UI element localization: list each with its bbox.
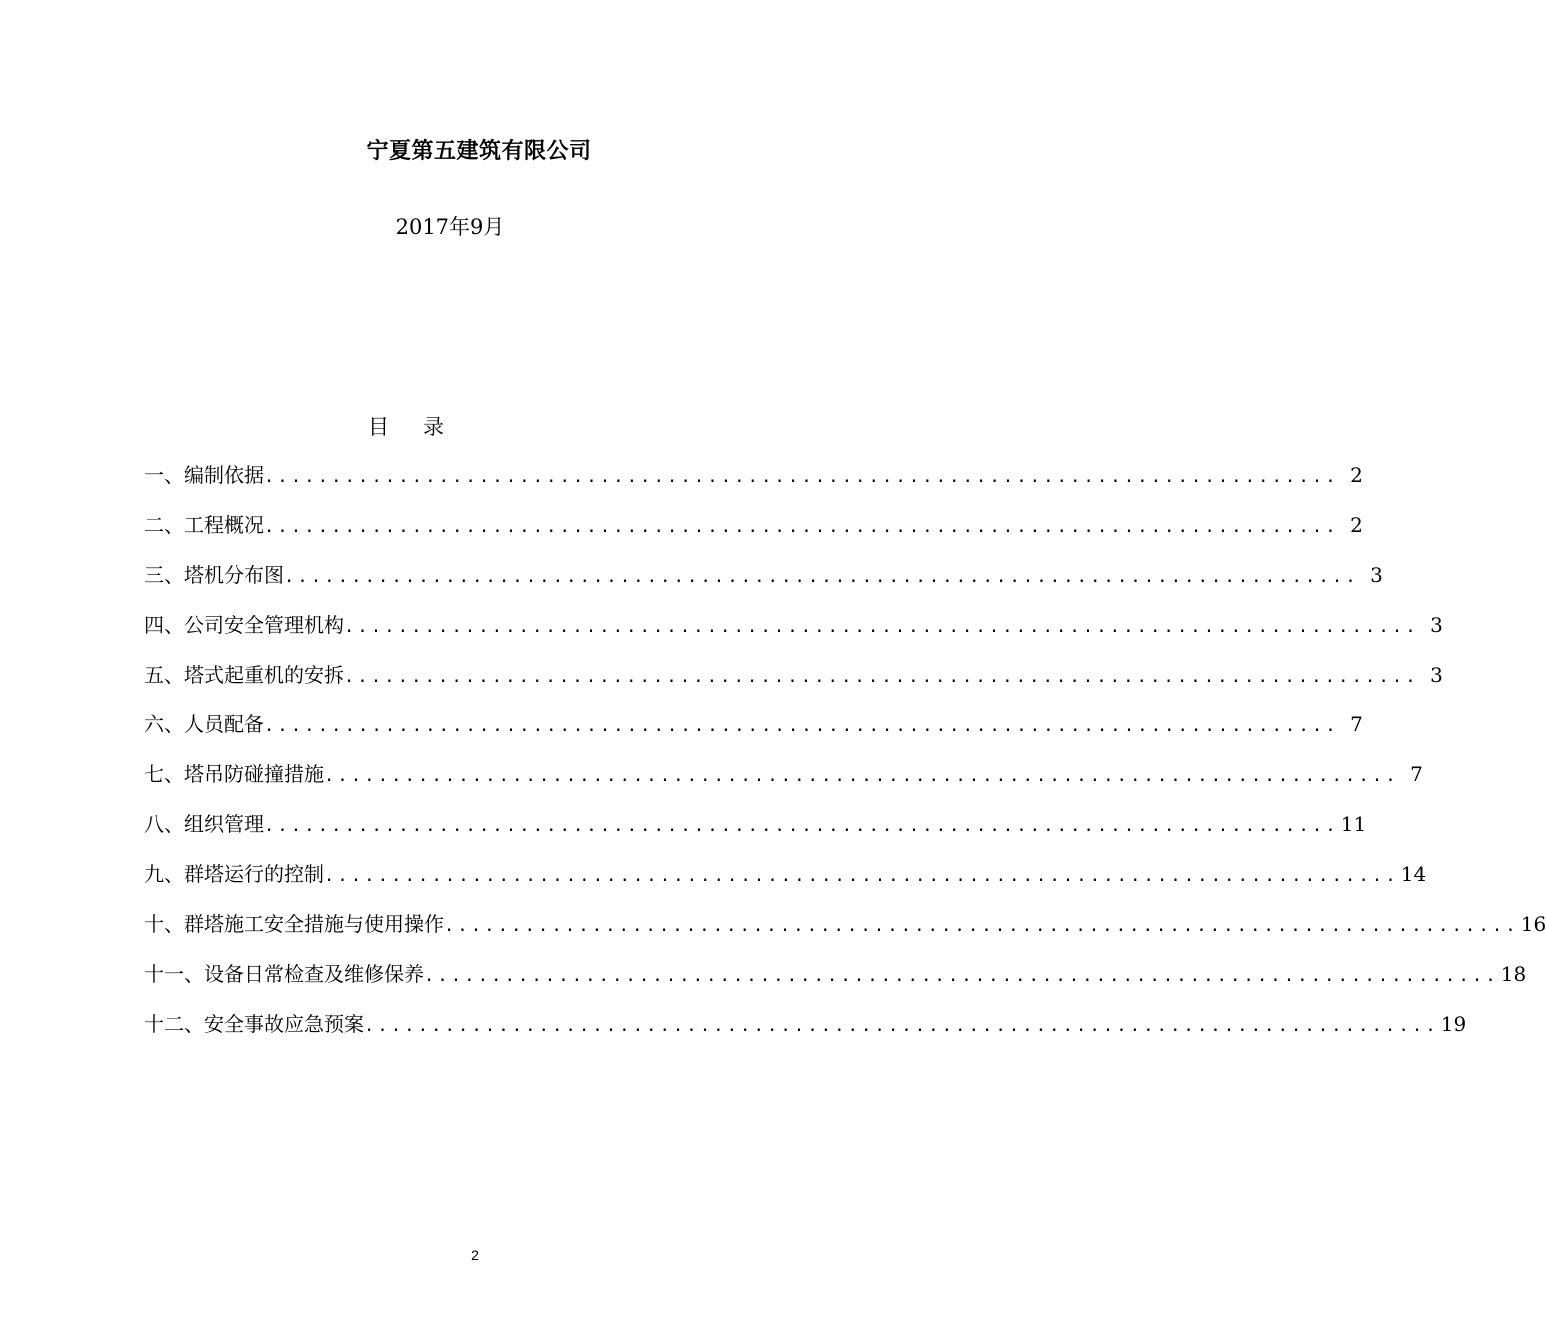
toc-title: 目录 — [368, 415, 478, 439]
toc-item-label: 十、群塔施工安全措施与使用操作 — [144, 912, 444, 937]
toc-leader-dots: ................................................................................ — [264, 516, 1339, 537]
toc-item-label: 二、工程概况 — [144, 512, 264, 537]
toc-item-label: 六、人员配备 — [144, 712, 264, 737]
toc-item[interactable] — [144, 660, 1443, 710]
toc-item-label: 七、塔吊防碰撞措施 — [144, 762, 324, 787]
toc-item-page: 7 — [1350, 712, 1363, 737]
document-date: 2017年9月 — [395, 215, 505, 239]
toc-item-page: 3 — [1430, 612, 1443, 637]
toc-item[interactable] — [144, 460, 1363, 510]
toc-item-label: 九、群塔运行的控制 — [144, 862, 324, 887]
toc-item[interactable] — [144, 909, 1546, 959]
toc-item[interactable] — [144, 959, 1527, 1009]
toc-item[interactable] — [144, 759, 1423, 809]
toc-leader-dots: ................................................................................ — [324, 866, 1399, 887]
toc-item-page: 3 — [1370, 562, 1383, 587]
toc-item-label: 四、公司安全管理机构 — [144, 612, 344, 637]
toc-leader-dots: ................................................................................ — [284, 566, 1359, 587]
toc-item[interactable] — [144, 809, 1367, 859]
table-of-contents — [144, 460, 1546, 1059]
toc-item[interactable] — [144, 859, 1427, 909]
toc-item-page: 3 — [1430, 662, 1443, 687]
toc-item-page: 7 — [1410, 762, 1423, 787]
toc-leader-dots: ................................................................................ — [324, 766, 1399, 787]
toc-leader-dots: ................................................................................ — [444, 916, 1519, 937]
company-name: 宁夏第五建筑有限公司 — [366, 138, 592, 164]
toc-leader-dots: ................................................................................ — [364, 1015, 1439, 1036]
toc-item-page: 16 — [1520, 912, 1546, 937]
toc-item-label: 三、塔机分布图 — [144, 562, 284, 587]
toc-item[interactable] — [144, 1009, 1467, 1059]
toc-item[interactable] — [144, 709, 1363, 759]
toc-leader-dots: ................................................................................ — [424, 965, 1499, 986]
toc-leader-dots: ................................................................................ — [344, 616, 1419, 637]
toc-item-page: 2 — [1350, 463, 1363, 487]
page-number: 2 — [471, 1247, 479, 1263]
toc-item[interactable] — [144, 610, 1443, 660]
toc-item-label: 五、塔式起重机的安拆 — [144, 662, 344, 687]
toc-item-page: 19 — [1440, 1011, 1467, 1036]
toc-item[interactable] — [144, 510, 1363, 560]
toc-item-page: 11 — [1340, 812, 1367, 837]
toc-leader-dots: ................................................................................ — [264, 467, 1339, 487]
toc-leader-dots: ................................................................................ — [264, 816, 1339, 837]
toc-item-page: 18 — [1500, 961, 1527, 986]
toc-leader-dots: ................................................................................ — [264, 716, 1339, 737]
toc-item-page: 14 — [1400, 862, 1427, 887]
toc-item[interactable] — [144, 560, 1383, 610]
toc-item-label: 一、编制依据 — [144, 463, 264, 487]
toc-item-label: 十二、安全事故应急预案 — [144, 1011, 364, 1036]
toc-item-label: 十一、设备日常检查及维修保养 — [144, 961, 424, 986]
toc-item-page: 2 — [1350, 512, 1363, 537]
toc-leader-dots: ................................................................................ — [344, 666, 1419, 687]
toc-item-label: 八、组织管理 — [144, 812, 264, 837]
